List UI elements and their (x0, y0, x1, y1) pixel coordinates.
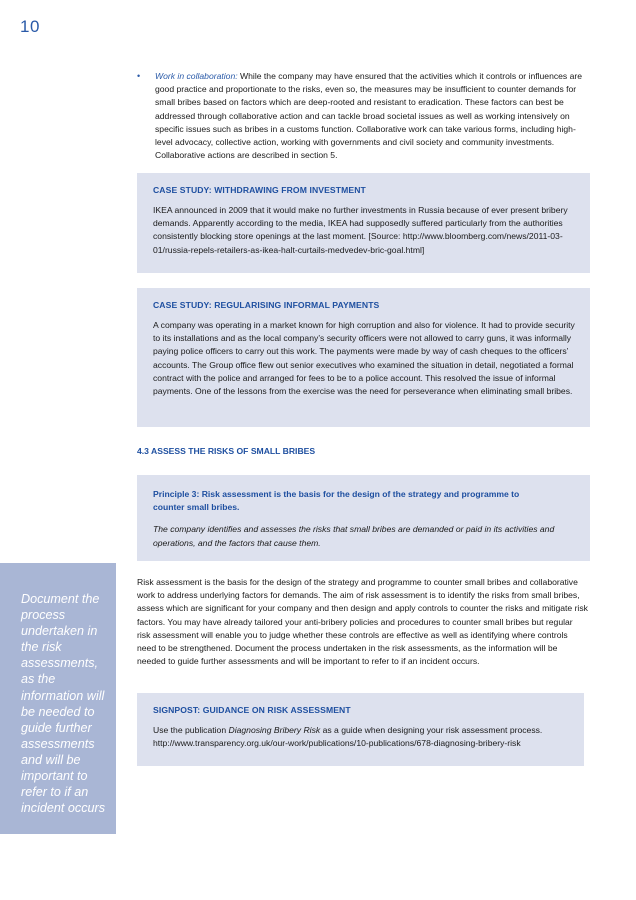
sidebar-pull-quote (0, 563, 116, 834)
case-study-text: IKEA announced in 2009 that it would make no further investments in Russia because of ever present bribery demands. Apparently according to the media, IKEA had supposedly suffered particularly from the authorities consistently blocking store openings at the last moment. [Source: http://www.bloomberg.com/news/2011-03-01/russia-repels-retailers-as-ikea-halt-curtails-medvedev-bric-goal.html] (153, 205, 568, 255)
bullet-lead: Work in collaboration: (155, 71, 238, 81)
case-study-regularising-box (137, 288, 590, 427)
bullet-body: While the company may have ensured that the activities which it controls or influences are good practice and proportionate to the risks, even so, the measures may be insufficient to counter demands for small bribes based on factors which are deep-rooted and resistant to eradication. These factors can best be addressed through collaborative action and can tackle broad societal issues as well as working intensively on specific issues such as bribes in a customs function. Collaborative work can take various forms, including high-level advocacy, collective action, working with governments and civil society and community investments. Collaborative actions are described in section 5. (155, 71, 583, 161)
signpost-text-before: Use the publication (153, 725, 229, 735)
bullet-dot: • (137, 71, 141, 81)
principle-text: The company identifies and assesses the risks that small bribes are demanded or paid in its activities and operations, and the factors that cause them. (153, 524, 555, 548)
signpost-heading: SIGNPOST: GUIDANCE ON RISK ASSESSMENT (153, 705, 351, 715)
case-study-text: A company was operating in a market known for high corruption and also for violence. It had to provide security to its installations and as the local company’s security officers were not allowed to carry guns, it was informally paying police officers to carry out this work. The payments were made by way of cash cheques to the officers’ accounts. The Group office flew out senior executives who examined the situation in detail, negotiated a formal contract with the police and arranged for fees to be to a police account. This resolved the issue of informal payments. One of the lessons from the exercise was the need for perseverance when eliminating small bribes. (153, 320, 575, 397)
case-study-heading: CASE STUDY: WITHDRAWING FROM INVESTMENT (153, 185, 366, 195)
publication-title: Diagnosing Bribery Risk (228, 725, 321, 735)
principle-box (137, 475, 590, 561)
signpost-text (153, 724, 570, 750)
signpost-text-after: as a guide when designing your risk assessment process. (320, 725, 543, 735)
case-study-withdrawing-box (137, 173, 590, 273)
signpost-box (137, 693, 584, 766)
risk-assessment-paragraph: Risk assessment is the basis for the design of the strategy and programme to counter small bribes and collaborative work to address underlying factors for demands. The aim of risk assessment is to identify the risks from small bribes, assess which are significant for your company and then design and apply controls to counter the risks and mitigate risk factors. You may have already tailored your anti-bribery policies and procedures to counter small bribes but regular risk assessment will enable you to judge whether these controls are effective as well as identifying where controls need to be strengthened. Document the process undertaken in the risk assessments, as the information will be needed to guide further assessments and will be important to refer to if an incident occurs. (137, 577, 588, 667)
signpost-url[interactable]: http://www.transparency.org.uk/our-work/publications/10-publications/678-diagnosing-bribery-risk (153, 738, 521, 749)
page-number: 10 (20, 17, 40, 36)
bullet-text (155, 70, 586, 162)
principle-title: Principle 3: Risk assessment is the basis for the design of the strategy and programme to counter small bribes. (153, 489, 520, 513)
pull-quote-text: Document the process undertaken in the risk assessments, as the information will be needed to guide further assessments and will be important to refer to if an incident occurs (21, 592, 105, 816)
collaboration-bullet (137, 70, 586, 162)
section-heading: 4.3 ASSESS THE RISKS OF SMALL BRIBES (137, 446, 316, 456)
case-study-heading: CASE STUDY: REGULARISING INFORMAL PAYMENTS (153, 300, 380, 310)
